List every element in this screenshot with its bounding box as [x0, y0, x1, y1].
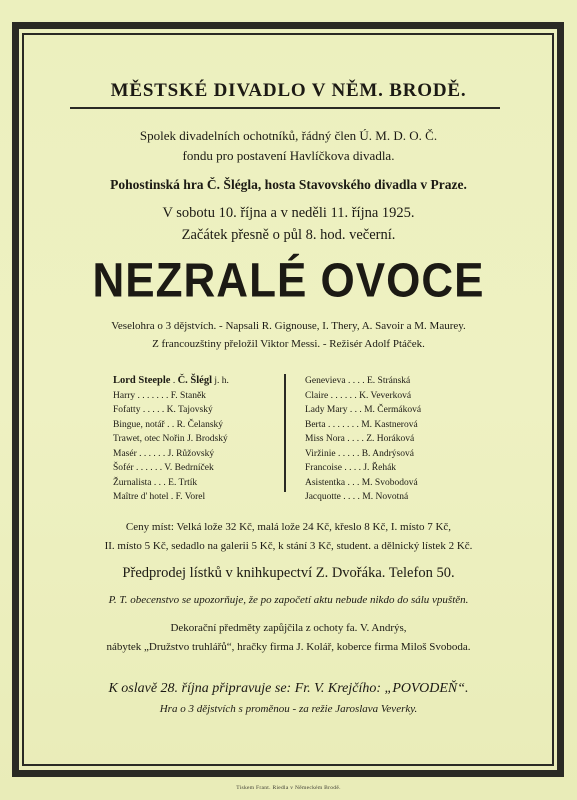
cast-actor: E. Trtík: [168, 477, 198, 488]
cast-actor: M. Novotná: [362, 492, 409, 502]
cast-row: [305, 403, 475, 418]
cast-suffix: j. h.: [212, 376, 229, 386]
cast-actor: E. Stránská: [367, 376, 411, 386]
cast-role: Miss Nora: [305, 434, 345, 444]
cast-role: Harry: [113, 390, 136, 401]
cast-role: Fofatty: [113, 405, 141, 415]
cast-row: [113, 490, 283, 505]
cast-actor: M. Čermáková: [364, 405, 422, 415]
cast-row: [113, 432, 283, 447]
society-line-1: Spolek divadelních ochotníků, řádný člen Ú. M. D. O. Č.: [139, 128, 438, 143]
cast-actor: J. Brodský: [187, 434, 228, 444]
venue-title: MĚSTSKÉ DIVADLO V NĚM. BRODĚ.: [110, 80, 467, 101]
cast-actor: F. Staněk: [170, 390, 206, 401]
audience-notice: P. T. obecenstvo se upozorňuje, že po započetí aktu nebude nikdo do sálu vpuštěn.: [108, 594, 469, 606]
cast-actor: B. Andrýsová: [361, 448, 414, 459]
cast-dots: .: [170, 376, 178, 386]
title-underline: [70, 107, 500, 109]
cast-actor: K. Veverková: [359, 390, 412, 401]
cast-dots: . . . .: [344, 434, 367, 444]
cast-actor: Č. Šlégl: [177, 375, 212, 386]
cast-dots: . . . .: [341, 463, 364, 473]
cast-role: Maître d' hotel: [113, 492, 169, 502]
cast-role: Lady Mary: [305, 405, 348, 415]
cast-row: [305, 490, 475, 505]
next-play-detail: Hra o 3 dějstvích s proměnou - za režie Jaroslava Veverky.: [159, 703, 418, 715]
cast-role: Jacquotte: [305, 492, 341, 502]
cast-row: [113, 403, 283, 418]
cast-dots: .: [168, 492, 176, 502]
cast-dots: . . . .: [340, 492, 363, 502]
cast-list-right: [305, 374, 475, 505]
performance-dates: V sobotu 10. října a v neděli 11. října 1925.: [162, 205, 415, 221]
cast-role: Asistentka: [305, 477, 346, 488]
cast-actor: K. Tajovský: [166, 405, 213, 415]
cast-actor: M. Svobodová: [361, 477, 418, 488]
cast-dots: . . . . . . .: [325, 419, 362, 430]
cast-divider: [284, 374, 286, 492]
cast-dots: . . . . . .: [328, 390, 360, 401]
cast-actor: R. Čelanský: [176, 419, 224, 430]
cast-role: Genevieva: [305, 376, 346, 386]
cast-dots: . .: [164, 419, 177, 430]
translation-director-line: Z francouzštiny přeložil Viktor Messi. - Režisér Adolf Ptáček.: [152, 338, 425, 350]
presale-line: Předprodej lístků v knihkupectví Z. Dvořáka. Telefon 50.: [122, 565, 455, 581]
cast-dots: . . . . . .: [133, 463, 165, 473]
cast-list-left: [113, 374, 283, 505]
cast-actor: V. Bedrníček: [164, 463, 214, 473]
cast-dots: . . . . .: [335, 448, 362, 459]
cast-role: Claire: [305, 390, 329, 401]
cast-role: Trawet, otec Nořin: [113, 434, 185, 444]
cast-dots: . . . . . .: [136, 448, 168, 459]
cast-row: [305, 418, 475, 433]
next-play-announcement: K oslavě 28. října připravuje se: Fr. V. Krejčího: „POVODEŇ“.: [108, 681, 469, 696]
start-time: Začátek přesně o půl 8. hod. večerní.: [181, 227, 396, 243]
cast-row: [113, 447, 283, 462]
cast-role: Šofér: [113, 463, 134, 473]
cast-dots: . . .: [347, 405, 365, 415]
prices-line-1: Ceny míst: Velká lože 32 Kč, malá lože 24 Kč, křeslo 8 Kč, I. místo 7 Kč,: [125, 521, 452, 533]
cast-row: [305, 476, 475, 491]
cast-role: Žurnalista: [113, 477, 152, 488]
cast-dots: . . . . . . .: [135, 390, 171, 401]
cast-row: [305, 374, 475, 389]
guest-performance-line: Pohostinská hra Č. Šlégla, hosta Stavovského divadla v Praze.: [110, 177, 467, 192]
cast-row: [113, 374, 283, 389]
cast-dots: . . . . .: [140, 405, 167, 415]
cast-dots: . . . .: [345, 376, 367, 386]
cast-role: Bingue, notář: [113, 419, 165, 430]
cast-row: [305, 432, 475, 447]
cast-row: [305, 447, 475, 462]
cast-row: [113, 476, 283, 491]
cast-actor: M. Kastnerová: [361, 419, 418, 430]
cast-row: [305, 389, 475, 404]
society-line-2: fondu pro postavení Havlíčkova divadla.: [182, 148, 395, 163]
cast-role: Francoise: [305, 463, 342, 473]
cast-row: [113, 389, 283, 404]
cast-dots: . . .: [345, 477, 362, 488]
prices-line-2: II. místo 5 Kč, sedadlo na galerii 5 Kč, k stání 3 Kč, student. a dělnický lístek 2 Kč.: [104, 540, 473, 552]
cast-role: Lord Steeple: [113, 375, 171, 386]
cast-role: Berta: [305, 419, 326, 430]
cast-actor: J. Růžovský: [167, 448, 215, 459]
genre-authors-line: Veselohra o 3 dějstvích. - Napsali R. Gignouse, I. Thery, A. Savoir a M. Maurey.: [111, 320, 466, 332]
printer-credit: Tiskem Frant. Riedla v Německém Brodě.: [236, 785, 341, 791]
cast-row: [113, 418, 283, 433]
cast-dots: . . .: [151, 477, 169, 488]
cast-row: [305, 461, 475, 476]
cast-actor: Z. Horáková: [366, 434, 415, 444]
cast-role: Masér: [113, 448, 137, 459]
play-title: NEZRALÉ OVOCE: [92, 253, 485, 308]
props-credits-line-1: Dekorační předměty zapůjčila z ochoty fa. V. Andrýs,: [170, 622, 407, 634]
cast-actor: J. Řehák: [363, 463, 397, 473]
cast-row: [113, 461, 283, 476]
cast-role: Viržinie: [305, 448, 336, 459]
cast-actor: F. Vorel: [175, 492, 206, 502]
props-credits-line-2: nábytek „Družstvo truhlářů“, hračky firma J. Kolář, koberce firma Miloš Svoboda.: [106, 641, 471, 653]
